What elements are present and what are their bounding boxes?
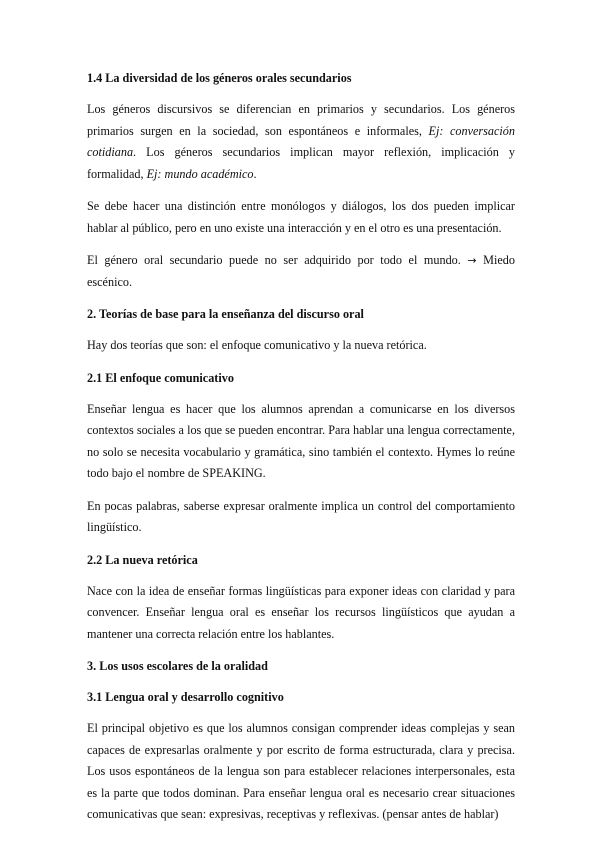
paragraph-teorias: Hay dos teorías que son: el enfoque comunicativo y la nueva retórica. — [87, 338, 427, 352]
paragraph-pocas-palabras: En pocas palabras, saberse expresar oralmente implica un control del comportamiento lingüístico. — [87, 498, 515, 534]
heading-1-4: 1.4 La diversidad de los géneros orales secundarios — [87, 71, 352, 85]
paragraph-ensenar-lengua: Enseñar lengua es hacer que los alumnos aprendan a comunicarse en los diversos contextos sociales a los que se pueden encontrar. Para hablar una lengua correctamente, no solo se necesita vocabulario y gramática, sino también el contexto. Hymes lo reúne todo bajo el nombre de SPEAKING. — [87, 401, 515, 480]
example-text: Ej: mundo académico — [146, 166, 254, 181]
example-text: Ej: conversación cotidiana — [87, 123, 515, 159]
document-body — [87, 68, 515, 837]
paragraph-text: . — [253, 166, 257, 181]
paragraph-nueva-retorica: Nace con la idea de enseñar formas lingüísticas para exponer ideas con claridad y para convencer. Enseñar lengua oral es enseñar los recursos lingüísticos que ayudan a mantener una correcta relación entre los hablantes. — [87, 583, 515, 641]
heading-3: 3. Los usos escolares de la oralidad — [87, 659, 268, 673]
heading-2-2: 2.2 La nueva retórica — [87, 552, 198, 567]
paragraph-monologos: Se debe hacer una distinción entre monólogos y diálogos, los dos pueden implicar hablar al público, pero en uno existe una interacción y en el otro es una presentación. — [87, 199, 515, 235]
paragraph-text: El género oral secundario puede no ser adquirido por todo el mundo. — [87, 253, 468, 267]
paragraph-objetivo: El principal objetivo es que los alumnos consigan comprender ideas complejas y sean capaces de expresarlas oralmente y por escrito de forma estructurada, clara y precisa. Los usos espontáneos de la lengua son para establecer relaciones interpersonales, esta es la parte que todos dominan. Para enseñar lengua oral es necesario crear situaciones comunicativas que sean: expresivas, receptivas y reflexivas. (pensar antes de hablar) — [87, 721, 515, 821]
paragraph-miedo — [87, 250, 515, 293]
heading-2: 2. Teorías de base para la enseñanza del discurso oral — [87, 307, 364, 321]
heading-3-1: 3.1 Lengua oral y desarrollo cognitivo — [87, 690, 284, 704]
paragraph-text: Miedo escénico. — [87, 253, 515, 289]
paragraph-text: . Los géneros secundarios implican mayor reflexión, implicación y formalidad, — [87, 145, 515, 181]
paragraph-text: Los géneros discursivos se diferencian en primarios y secundarios. Los géneros primarios surgen en la sociedad, son espontáneos e informales, — [87, 102, 515, 138]
heading-2-1: 2.1 El enfoque comunicativo — [87, 370, 234, 385]
paragraph-generos — [87, 99, 515, 185]
right-arrow-icon: → — [467, 254, 477, 267]
